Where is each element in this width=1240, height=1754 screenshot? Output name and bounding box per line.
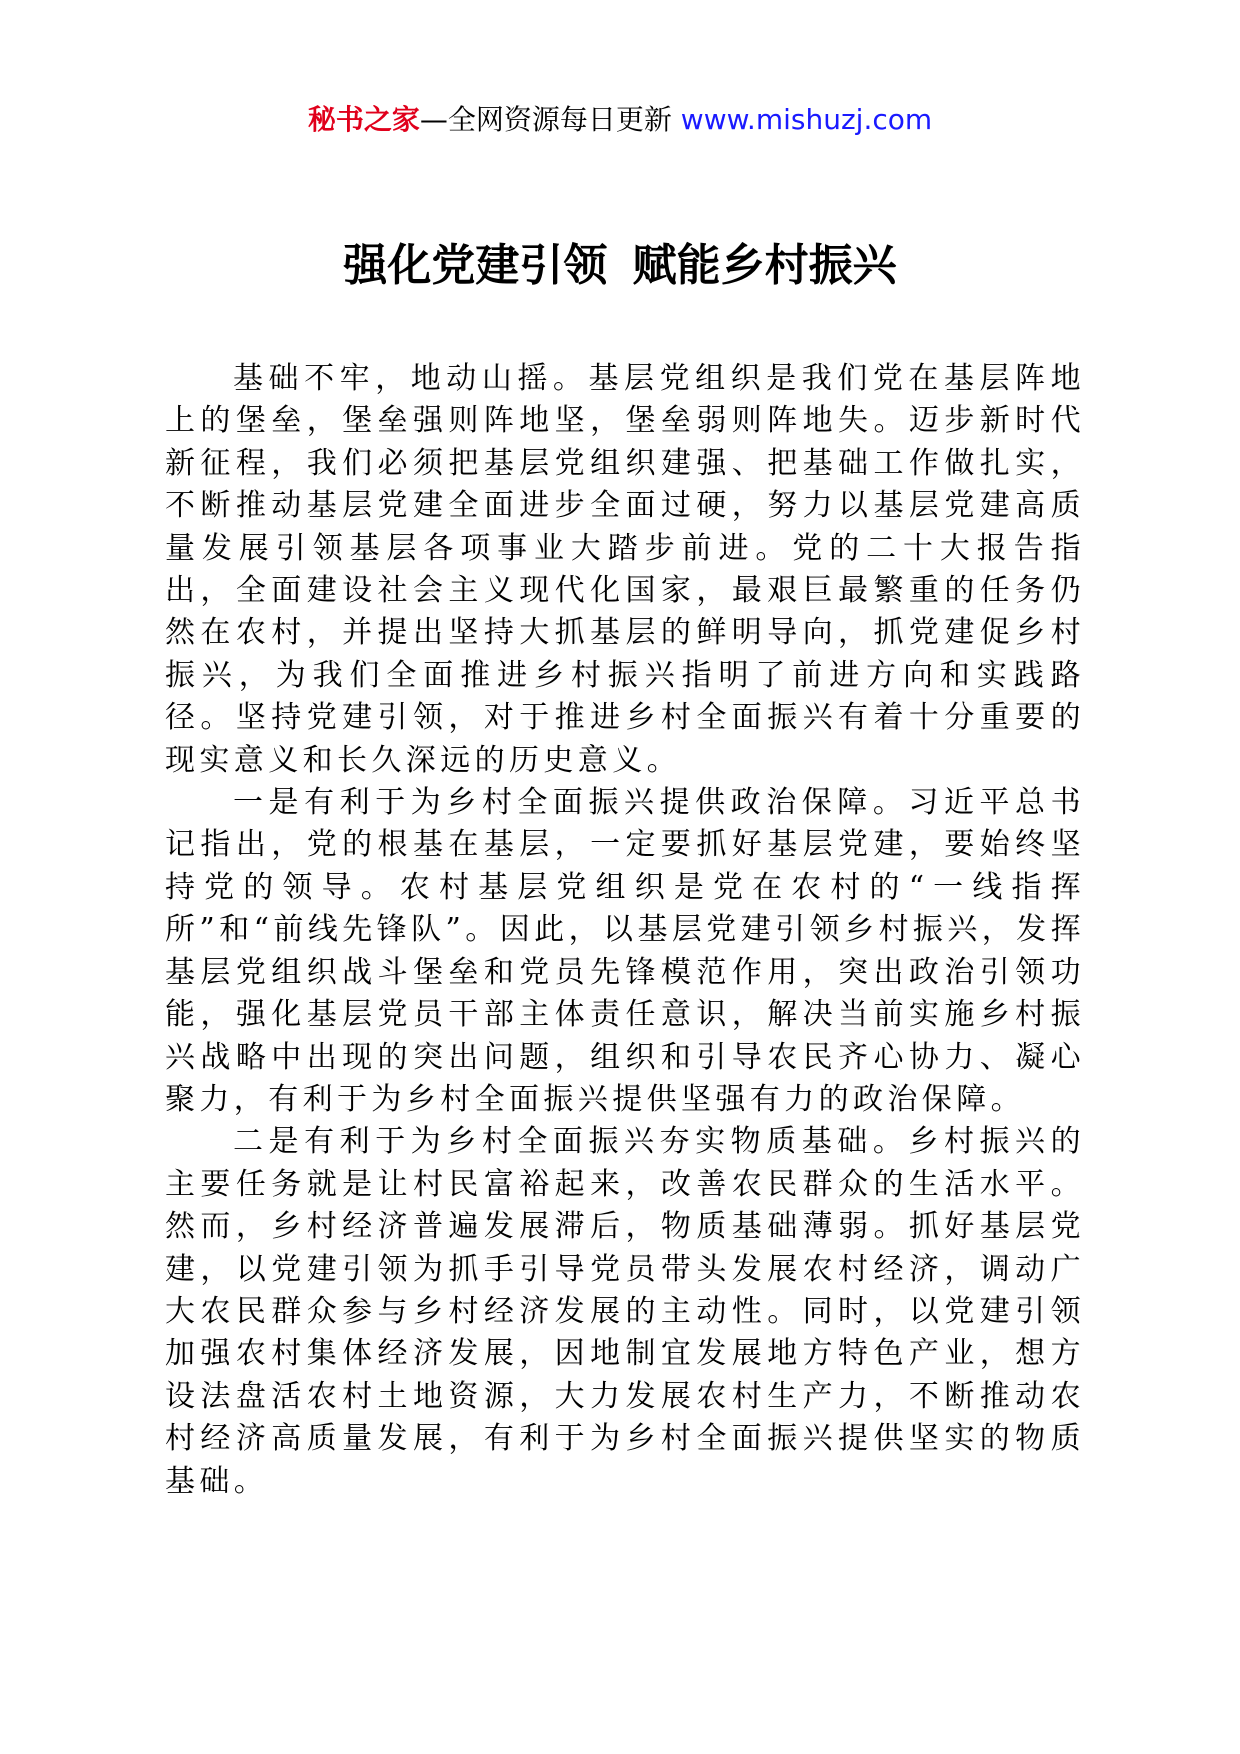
site-brand: 秘书之家 [307, 103, 420, 136]
paragraph-intro: 基础不牢，地动山摇。基层党组织是我们党在基层阵地上的堡垒，堡垒强则阵地坚，堡垒弱则阵地失。迈步新时代新征程，我们必须把基层党组织建强、把基础工作做扎实，不断推动基层党建全面进步全面过硬，努力以基层党建高质量发展引领基层各项事业大踏步前进。党的二十大报告指出，全面建设社会主义现代化国家，最艰巨最繁重的任务仍然在农村，并提出坚持大抓基层的鲜明导向，抓党建促乡村振兴，为我们全面推进乡村振兴指明了前进方向和实践路径。坚持党建引领，对于推进乡村全面振兴有着十分重要的现实意义和长久深远的历史意义。 [165, 361, 1085, 778]
document-body [165, 358, 1085, 1503]
paragraph-political-guarantee: 一是有利于为乡村全面振兴提供政治保障。习近平总书记指出，党的根基在基层，一定要抓好基层党建，要始终坚持党的领导。农村基层党组织是党在农村的“一线指挥所”和“前线先锋队”。因此，以基层党建引领乡村振兴，发挥基层党组织战斗堡垒和党员先锋模范作用，突出政治引领功能，强化基层党员干部主体责任意识，解决当前实施乡村振兴战略中出现的突出问题，组织和引导农民齐心协力、凝心聚力，有利于为乡村全面振兴提供坚强有力的政治保障。 [165, 785, 1085, 1117]
site-url-link[interactable]: www.mishuzj.com [680, 103, 933, 136]
paragraph-material-foundation: 二是有利于为乡村全面振兴夯实物质基础。乡村振兴的主要任务就是让村民富裕起来，改善农民群众的生活水平。然而，乡村经济普遍发展滞后，物质基础薄弱。抓好基层党建，以党建引领为抓手引导党员带头发展农村经济，调动广大农民群众参与乡村经济发展的主动性。同时，以党建引领加强农村集体经济发展，因地制宜发展地方特色产业，想方设法盘活农村土地资源，大力发展农村生产力，不断推动农村经济高质量发展，有利于为乡村全面振兴提供坚实的物质基础。 [165, 1124, 1085, 1499]
site-slogan: —全网资源每日更新 [419, 103, 672, 136]
document-title: 强化党建引领 赋能乡村振兴 [343, 240, 897, 291]
site-header [0, 100, 1240, 140]
